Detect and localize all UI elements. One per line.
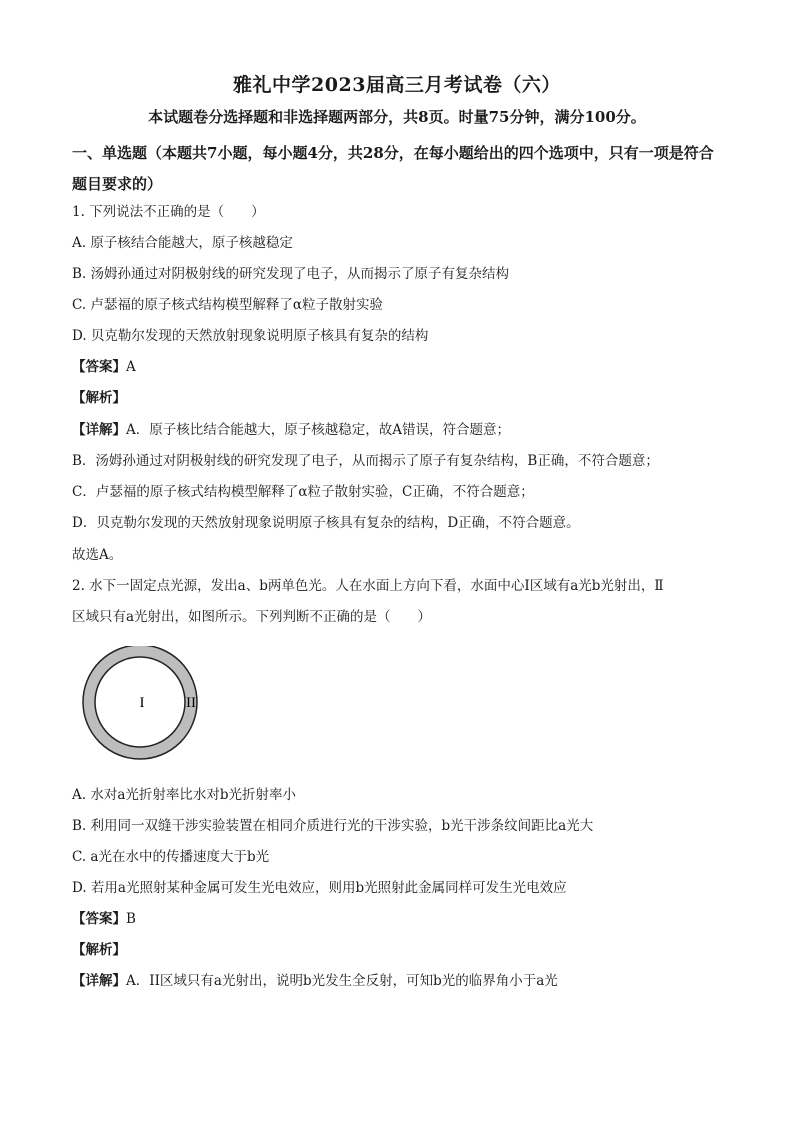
q2-option-c: C. a光在水中的传播速度大于b光 <box>72 849 270 865</box>
answer-value: B <box>126 911 136 927</box>
detail-text: A．原子核比结合能越大，原子核越稳定，故A错误，符合题意； <box>126 422 510 438</box>
q2-option-b: B. 利用同一双缝干涉实验装置在相同介质进行光的干涉实验，b光干涉条纹间距比a光大 <box>72 818 594 834</box>
detail-text: A．II区域只有a光射出，说明b光发生全反射，可知b光的临界角小于a光 <box>126 973 558 989</box>
region-i-label: I <box>139 695 145 711</box>
page-title: 雅礼中学2023届高三月考试卷（六） <box>233 74 561 96</box>
answer-value: A <box>126 359 136 375</box>
light-regions-figure <box>72 646 212 766</box>
q1-detail-d: D．贝克勒尔发现的天然放射现象说明原子核具有复杂的结构，D正确，不符合题意。 <box>72 515 580 531</box>
q1-detail-c: C．卢瑟福的原子核式结构模型解释了α粒子散射实验，C正确，不符合题意； <box>72 484 534 500</box>
q1-detail-b: B．汤姆孙通过对阴极射线的研究发现了电子，从而揭示了原子有复杂结构，B正确，不符合题意； <box>72 453 659 469</box>
q2-option-a: A. 水对a光折射率比水对b光折射率小 <box>72 787 297 803</box>
q2-stem-line2: 区域只有a光射出，如图所示。下列判断不正确的是（ ） <box>72 609 432 625</box>
answer-label: 【答案】 <box>72 911 126 927</box>
section-heading: 一、单选题（本题共7小题，每小题4分，共28分，在每小题给出的四个选项中，只有一项是符合题目要求的） <box>72 144 714 193</box>
q2-option-d: D. 若用a光照射某种金属可发生光电效应，则用b光照射此金属同样可发生光电效应 <box>72 880 567 896</box>
region-ii-label: II <box>186 695 196 711</box>
q1-option-c: C. 卢瑟福的原子核式结构模型解释了α粒子散射实验 <box>72 297 384 313</box>
q1-analysis-label: 【解析】 <box>72 390 126 406</box>
q1-answer <box>72 357 732 377</box>
q1-option-b: B. 汤姆孙通过对阴极射线的研究发现了电子，从而揭示了原子有复杂结构 <box>72 266 510 282</box>
q1-option-d: D. 贝克勒尔发现的天然放射现象说明原子核具有复杂的结构 <box>72 328 429 344</box>
q1-conclusion: 故选A。 <box>72 547 123 563</box>
q1-detail-a <box>72 420 732 440</box>
detail-label: 【详解】 <box>72 422 126 438</box>
detail-label: 【详解】 <box>72 973 126 989</box>
q2-stem-line1: 2. 水下一固定点光源，发出a、b两单色光。人在水面上方向下看，水面中心Ⅰ区域有a光b光射出，Ⅱ <box>72 578 664 594</box>
q2-analysis-label: 【解析】 <box>72 942 126 958</box>
q2-answer <box>72 909 732 929</box>
q1-option-a: A. 原子核结合能越大，原子核越稳定 <box>72 235 293 251</box>
answer-label: 【答案】 <box>72 359 126 375</box>
exam-instructions: 本试题卷分选择题和非选择题两部分，共8页。时量75分钟，满分100分。 <box>148 108 646 126</box>
q2-detail-a <box>72 971 732 991</box>
q1-stem: 1. 下列说法不正确的是（ ） <box>72 204 265 220</box>
